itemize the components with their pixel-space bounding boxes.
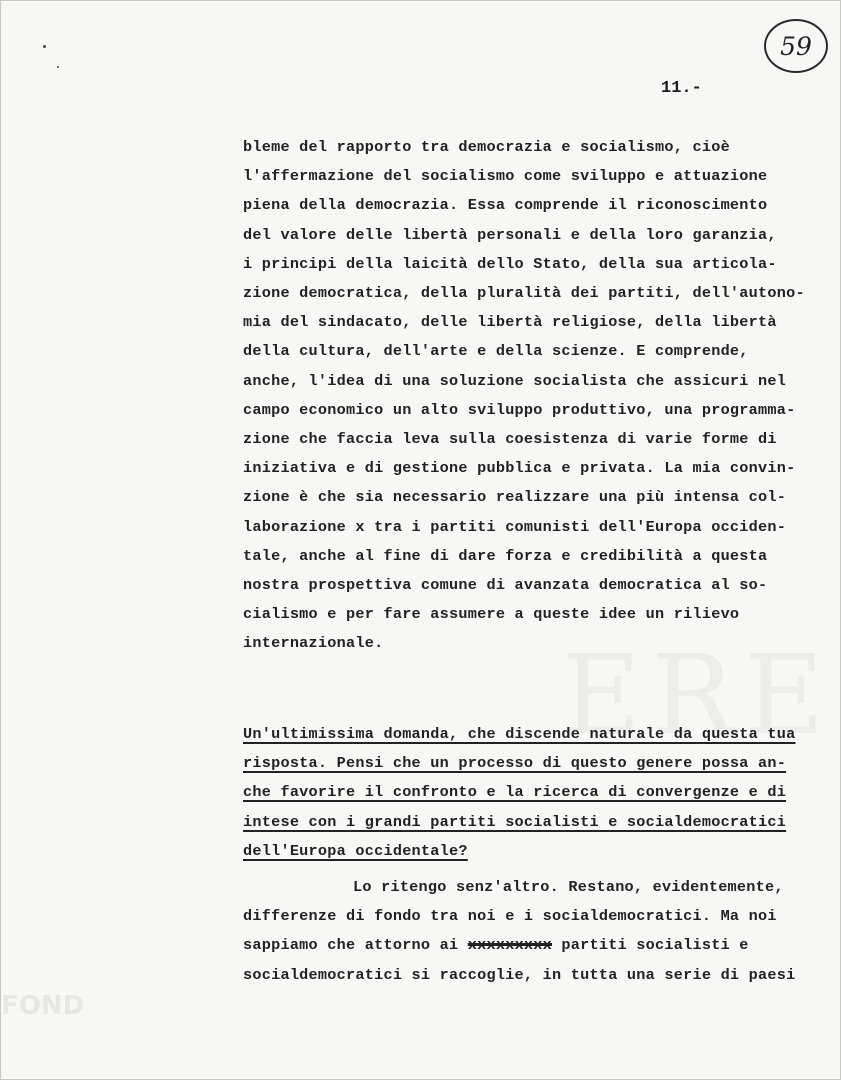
text-line: bleme del rapporto tra democrazia e socialismo, cioè: [243, 138, 730, 156]
text-segment: sappiamo che attorno ai: [243, 936, 459, 955]
text-line: mia del sindacato, delle libertà religiose, della libertà: [243, 313, 777, 332]
text-line: socialdemocratici si raccoglie, in tutta una serie di paesi: [243, 965, 796, 984]
text-line: l'affermazione del socialismo come sviluppo e attuazione: [243, 167, 768, 186]
text-line: campo economico un alto sviluppo produttivo, una programma-: [243, 400, 796, 419]
text-line: laborazione x tra i partiti comunisti dell'Europa occiden-: [243, 517, 787, 536]
text-line: del valore delle libertà personali e della loro garanzia,: [243, 225, 777, 244]
text-line: cialismo e per fare assumere a queste idee un rilievo: [243, 605, 740, 624]
text-line: nostra prospettiva comune di avanzata democratica al so-: [243, 576, 768, 595]
page-number: 11.-: [661, 79, 702, 98]
question-line: intese con i grandi partiti socialisti e socialdemocratici: [243, 812, 787, 831]
stamp-number: 59: [780, 31, 812, 61]
answer-paragraph-2: [243, 873, 841, 990]
struck-out-text: xxxxxxxxx: [467, 936, 553, 955]
text-line: iniziativa e di gestione pubblica e privata. La mia convin-: [243, 459, 796, 478]
text-line: i principi della laicità dello Stato, della sua articola-: [243, 254, 777, 273]
text-line: Lo ritengo senz'altro. Restano, evidentemente,: [353, 878, 784, 896]
question-line: che favorire il confronto e la ricerca di convergenze e di: [243, 783, 787, 802]
text-line: zione è che sia necessario realizzare una più intensa col-: [243, 488, 787, 507]
text-line: anche, l'idea di una soluzione socialista che assicuri nel: [243, 371, 787, 390]
question-paragraph: [243, 720, 841, 866]
text-line: zione che faccia leva sulla coesistenza di varie forme di: [243, 430, 777, 449]
question-line: risposta. Pensi che un processo di questo genere possa an-: [243, 754, 787, 773]
text-line: tale, anche al fine di dare forza e credibilità a questa: [243, 546, 768, 565]
ink-speck: [43, 45, 46, 48]
ink-speck: [57, 66, 59, 68]
text-line: differenze di fondo tra noi e i socialdemocratici. Ma noi: [243, 907, 777, 926]
text-line: internazionale.: [243, 634, 384, 653]
text-line: zione democratica, della pluralità dei partiti, dell'autono-: [243, 284, 805, 303]
text-segment: partiti socialisti e: [552, 936, 749, 955]
answer-paragraph-1: [243, 133, 841, 659]
question-line: dell'Europa occidentale?: [243, 841, 468, 860]
archive-page-stamp: [764, 19, 828, 73]
question-line: Un'ultimissima domanda, che discende naturale da questa tua: [243, 725, 796, 743]
archive-logo-watermark: FOND: [1, 991, 85, 1021]
text-line: piena della democrazia. Essa comprende il riconoscimento: [243, 196, 768, 215]
text-line: della cultura, dell'arte e della scienze. E comprende,: [243, 342, 749, 361]
text-line: [243, 931, 841, 960]
